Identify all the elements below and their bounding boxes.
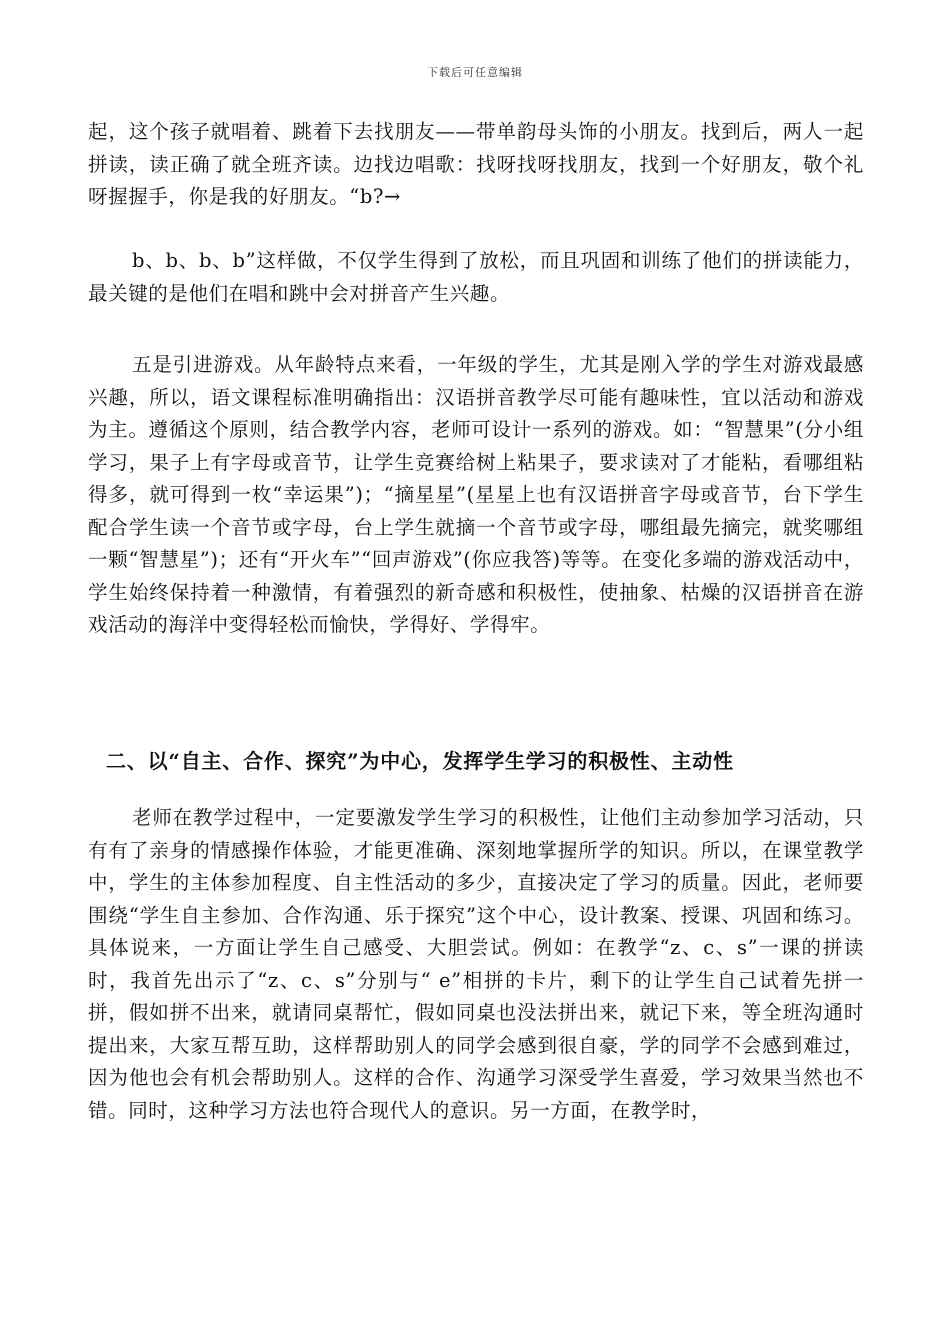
section-heading: 二、以“自主、合作、探究”为中心，发挥学生学习的积极性、主动性 <box>106 749 734 773</box>
paragraph-autonomy: 老师在教学过程中，一定要激发学生学习的积极性，让他们主动参加学习活动，只有有了亲身的情感操作体验，才能更准确、深刻地掌握所学的知识。所以，在课堂教学中，学生的主体参加程度、自主性活动的多少，直接决定了学习的质量。因此，老师要围绕“学生自主参加、合作沟通、乐于探究”这个中心，设计教案、授课、巩固和练习。具体说来，一方面让学生自己感受、大胆尝试。例如：在教学“z、c、s”一课的拼读时，我首先出示了“z、c、s”分别与“ e”相拼的卡片，剩下的让学生自己试着先拼一拼，假如拼不出来，就请同桌帮忙，假如同桌也没法拼出来，就记下来，等全班沟通时提出来，大家互帮互助，这样帮助别人的同学会感到很自豪，学的同学不会感到难过，因为他也会有机会帮助别人。这样的合作、沟通学习深受学生喜爱，学习效果当然也不错。同时，这种学习方法也符合现代人的意识。另一方面，在教学时， <box>88 806 864 1122</box>
page-header: 下载后可任意编辑 <box>427 66 523 79</box>
paragraph-song-effect: b、b、b、b”这样做，不仅学生得到了放松，而且巩固和训练了他们的拼读能力，最关键的是他们在唱和跳中会对拼音产生兴趣。 <box>88 249 864 305</box>
paragraph-games: 五是引进游戏。从年龄特点来看，一年级的学生，尤其是刚入学的学生对游戏最感兴趣，所以，语文课程标准明确指出：汉语拼音教学尽可能有趣味性，宜以活动和游戏为主。遵循这个原则，结合教学内容，老师可设计一系列的游戏。如：“智慧果”(分小组学习，果子上有字母或音节，让学生竞赛给树上粘果子，要求读对了才能粘，看哪组粘得多，就可得到一枚“幸运果”)；“摘星星”(星星上也有汉语拼音字母或音节，台下学生配合学生读一个音节或字母，台上学生就摘一个音节或字母，哪组最先摘完，就奖哪组一颗“智慧星”)；还有“开火车”“回声游戏”(你应我答)等等。在变化多端的游戏活动中，学生始终保持着一种激情，有着强烈的新奇感和积极性，使抽象、枯燥的汉语拼音在游戏活动的海洋中变得轻松而愉快，学得好、学得牢。 <box>88 353 864 636</box>
paragraph-continuation: 起，这个孩子就唱着、跳着下去找朋友——带单韵母头饰的小朋友。找到后，两人一起拼读，读正确了就全班齐读。边找边唱歌：找呀找呀找朋友，找到一个好朋友，敬个礼呀握握手，你是我的好朋友。“b?→ <box>88 120 864 208</box>
